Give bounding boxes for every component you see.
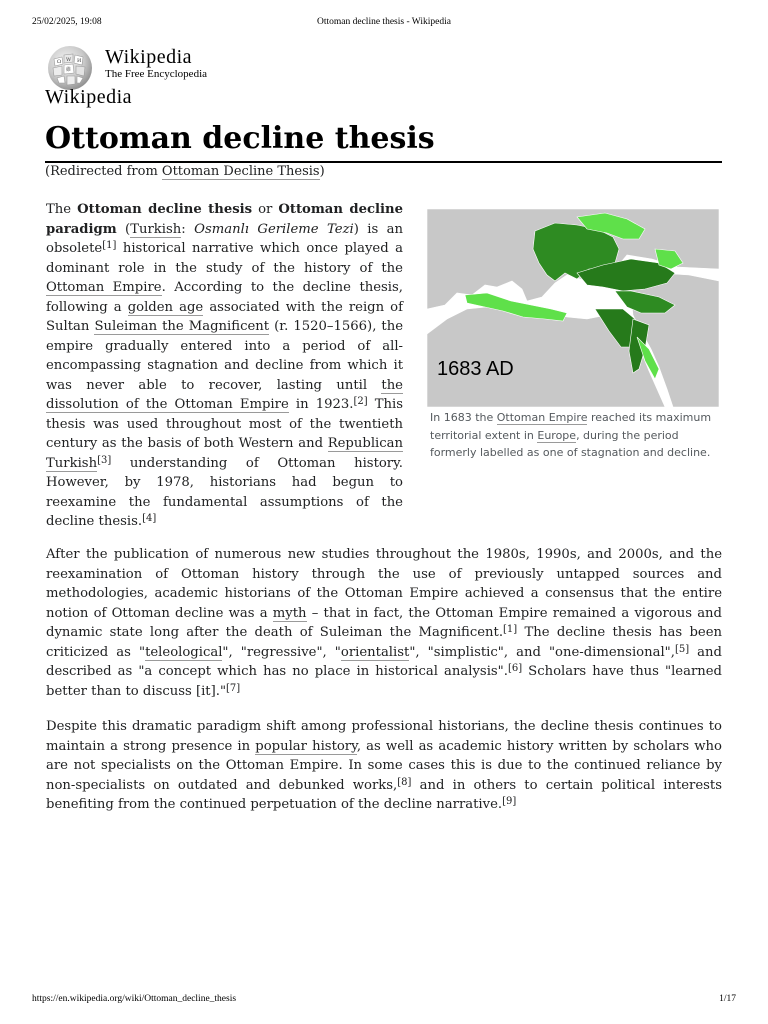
redirect-prefix: (Redirected from: [45, 164, 162, 179]
print-datetime: 25/02/2025, 19:08: [32, 17, 102, 27]
page-title: Ottoman decline thesis: [45, 121, 435, 156]
svg-text:W: W: [66, 57, 72, 63]
text: or: [252, 202, 279, 217]
link-turkish[interactable]: Turkish: [130, 221, 182, 237]
citation-8[interactable]: [8]: [397, 776, 412, 788]
text: ) is an obsolete: [46, 221, 403, 256]
link-teleological[interactable]: teleological: [145, 644, 223, 660]
citation-5[interactable]: [5]: [674, 643, 690, 655]
figure-caption: [430, 409, 718, 462]
text: Despite this dramatic paradigm shift among professional historians, the decline thesis continues to maintain a strong presence in: [46, 719, 722, 754]
citation-1[interactable]: [1]: [102, 240, 117, 251]
citation-9[interactable]: [9]: [502, 796, 517, 807]
link-republican-turkish[interactable]: Republican Turkish: [46, 436, 403, 471]
link-golden-age[interactable]: golden age: [127, 299, 204, 315]
redirect-note: [45, 163, 325, 181]
bold-term: Ottoman decline thesis: [77, 202, 253, 217]
text: , during the period formerly labelled as one of stagnation and decline.: [430, 428, 711, 459]
link-popular-history[interactable]: popular history: [255, 738, 357, 754]
paragraph-2: [46, 545, 722, 701]
citation-2[interactable]: [2]: [353, 396, 368, 407]
caption-link-ottoman-empire[interactable]: Ottoman Empire: [496, 411, 588, 424]
ottoman-empire-map[interactable]: [427, 209, 719, 407]
text: , as well as academic history written by scholars who are not specialists on the Ottoman Empire. In some cases this is due to the continued reliance by non-specialists on outdated and debunked works,: [46, 738, 722, 793]
print-header: [32, 17, 736, 31]
citation-7[interactable]: [7]: [226, 682, 241, 694]
svg-text:Ω: Ω: [57, 59, 62, 65]
text: (r. 1520–1566), the empire gradually entered into a period of all-encompassing stagnation and decline from which it was never able to recover, lasting until: [46, 319, 404, 393]
citation-3[interactable]: [3]: [97, 454, 112, 466]
text: ", "simplistic", and "one-dimensional",: [409, 644, 675, 660]
caption-link-europe[interactable]: Europe: [537, 428, 577, 442]
text: in 1923.: [288, 397, 354, 412]
link-orientalist[interactable]: orientalist: [340, 644, 410, 660]
text: and described as "a concept which has no place in historical analysis".: [46, 644, 722, 679]
text: reached its maximum territorial extent in: [430, 411, 712, 442]
text: After the publication of numerous new studies throughout the 1980s, 1990s, and 2000s, and the reexamination of Ottoman history through the use of previously untapped sources and methodologies, academic historians of the Ottoman Empire achieved a consensus that the entire notion of Ottoman decline was a: [46, 547, 722, 621]
text: historical narrative which once played a dominant role in the study of the history of the: [46, 241, 403, 276]
text: and in others to certain political interests benefiting from the continued perpetuation of the decline narrative.: [46, 777, 722, 812]
link-myth[interactable]: myth: [272, 605, 307, 621]
lead-paragraph: [46, 200, 403, 532]
text: – that in fact, the Ottoman Empire remained a vigorous and dynamic state long after the death of Suleiman the Magnificent.: [46, 605, 722, 640]
link-ottoman-empire[interactable]: Ottoman Empire: [46, 280, 162, 295]
text: In 1683 the: [430, 411, 497, 424]
turkish-name: Osmanlı Gerileme Tezi: [194, 221, 354, 237]
svg-text:И: И: [77, 58, 82, 64]
text: The decline thesis has been criticized as ": [46, 625, 722, 660]
wikipedia-globe-icon[interactable]: [45, 45, 95, 91]
citation-6[interactable]: [6]: [507, 663, 523, 674]
wikipedia-wordmark-secondary: Wikipedia: [45, 86, 132, 108]
text: associated with the reign of Sultan: [46, 299, 404, 334]
text: ", "regressive", ": [222, 644, 341, 660]
text: understanding of Ottoman history. However, by 1978, historians had begun to reexamine the fundamental assumptions of the decline thesis.: [46, 455, 403, 529]
map-year-label: 1683 AD: [437, 358, 514, 380]
text: . According to the decline thesis, following a: [46, 280, 403, 315]
print-footer: [32, 994, 736, 1008]
wikipedia-tagline: The Free Encyclopedia: [105, 68, 208, 80]
text: This thesis was used throughout most of the twentieth century as the basis of both Western and: [46, 397, 404, 451]
bold-term: Ottoman decline paradigm: [46, 202, 403, 237]
print-page-title: Ottoman decline thesis - Wikipedia: [317, 17, 451, 27]
redirect-source-link[interactable]: Ottoman Decline Thesis: [161, 164, 320, 179]
link-suleiman[interactable]: Suleiman the Magnificent: [94, 319, 270, 334]
text: (: [116, 221, 131, 237]
print-page-number: 1/17: [719, 994, 736, 1004]
text: The: [46, 202, 78, 217]
citation-1[interactable]: [1]: [503, 624, 518, 635]
paragraph-3: [46, 717, 722, 815]
text: :: [181, 221, 195, 237]
print-url: https://en.wikipedia.org/wiki/Ottoman_decline_thesis: [32, 994, 237, 1004]
link-dissolution[interactable]: the dissolution of the Ottoman Empire: [46, 377, 403, 412]
svg-text:維: 維: [66, 67, 72, 73]
text: Scholars have thus "learned better than to discuss [it].": [46, 664, 722, 699]
redirect-suffix: ): [319, 164, 325, 179]
wikipedia-wordmark: Wikipedia: [105, 46, 192, 68]
citation-4[interactable]: [4]: [142, 513, 157, 524]
